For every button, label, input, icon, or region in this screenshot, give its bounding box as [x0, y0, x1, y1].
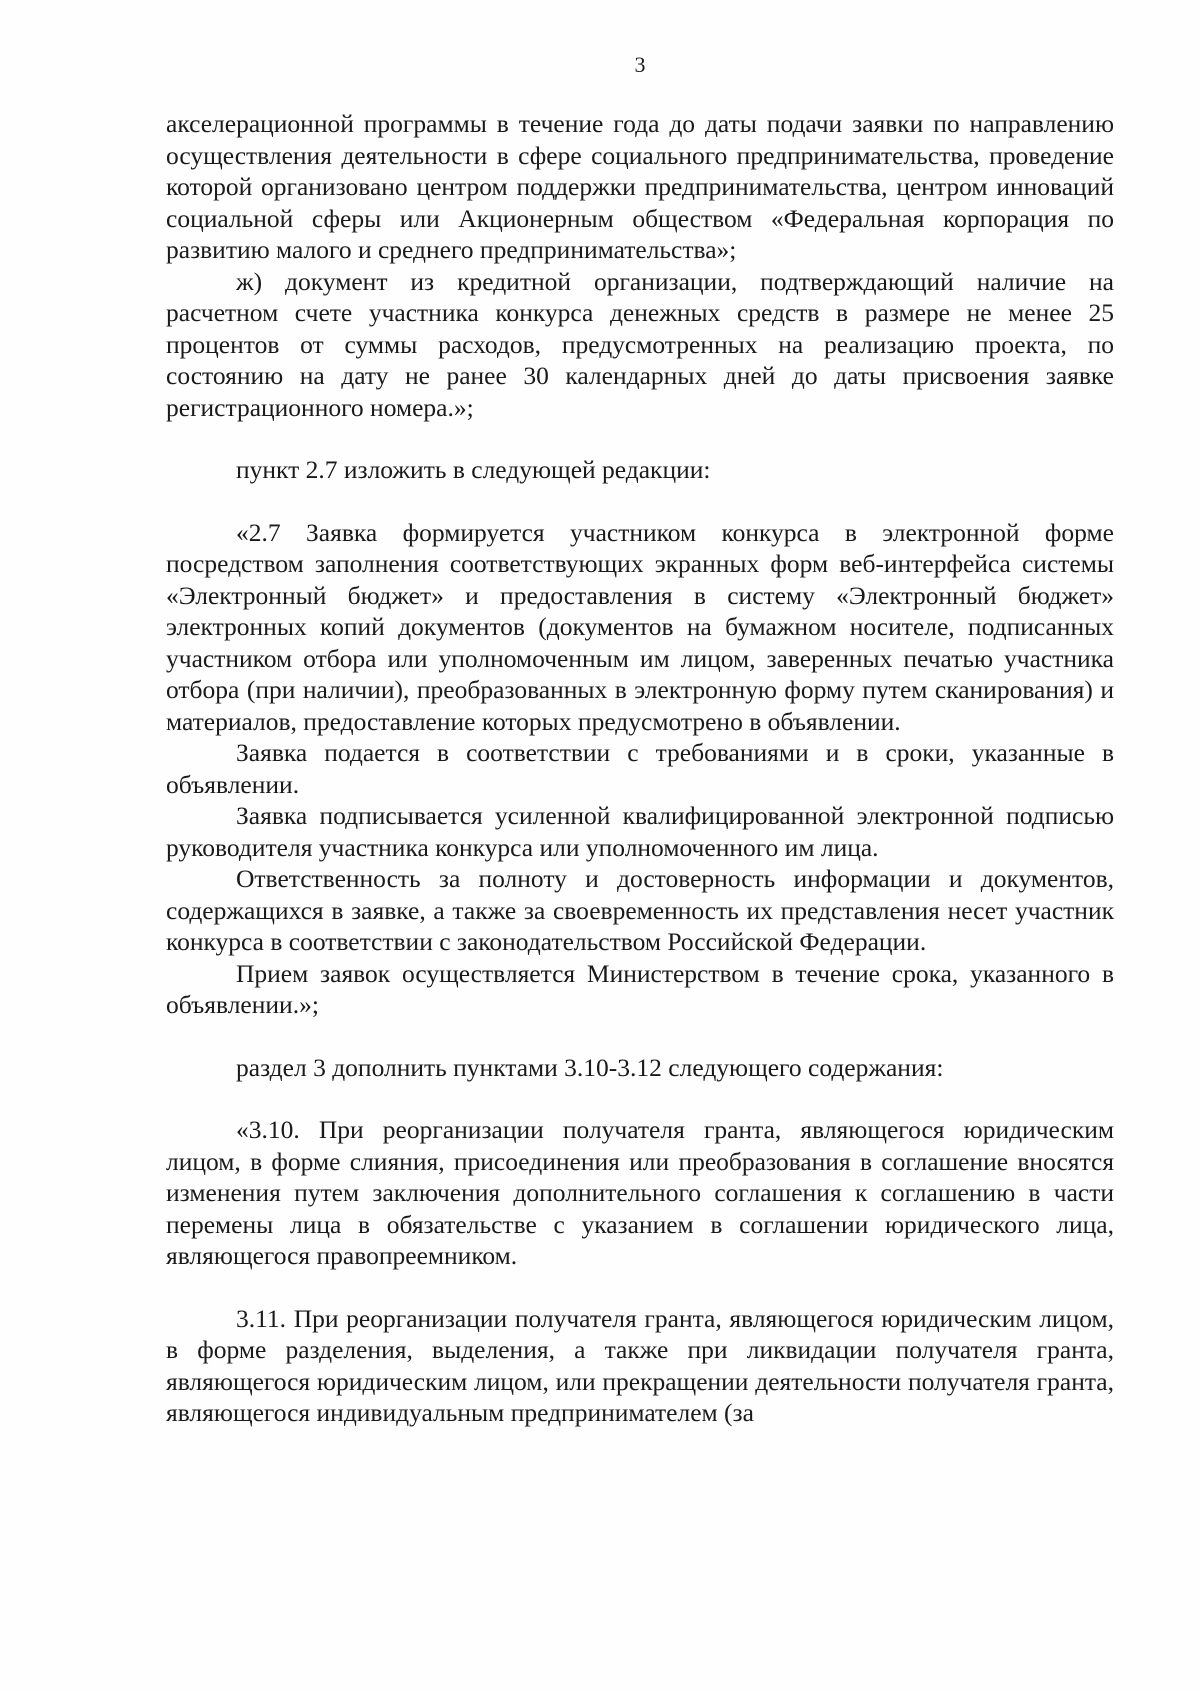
- paragraph-clause-2-7-intro: пункт 2.7 изложить в следующей редакции:: [236, 455, 711, 484]
- paragraph-application-signature: Заявка подписывается усиленной квалифицированной электронной подписью руководителя участника конкурса или уполномоченного им лица.: [166, 801, 1114, 862]
- paragraph-responsibility: Ответственность за полноту и достоверность информации и документов, содержащихся в заявке, а также за своевременность их представления несет участник конкурса в соответствии с законодательством Российской Федерации.: [166, 864, 1114, 956]
- paragraph-application-submission: Заявка подается в соответствии с требованиями и в сроки, указанные в объявлении.: [166, 738, 1114, 799]
- paragraph-section-3-intro: раздел 3 дополнить пунктами 3.10-3.12 следующего содержания:: [236, 1052, 944, 1082]
- paragraph-bank-document: ж) документ из кредитной организации, подтверждающий наличие на расчетном счете участника конкурса денежных средств в размере не менее 25 процентов от суммы расходов, предусмотренных на реализацию проекта, по состоянию на дату не ранее 30 календарных дней до даты присвоения заявке регистрационного номера.»;: [166, 266, 1114, 422]
- document-body: [166, 108, 1114, 1429]
- page-number: 3: [634, 52, 646, 77]
- paragraph-clause-3-11: 3.11. При реорганизации получателя гранта, являющегося юридическим лицом, в форме разделения, выделения, а также при ликвидации получателя гранта, являющегося юридическим лицом, или прекращении деятельности получателя гранта, являющегося индивидуальным предпринимателем (за: [166, 1303, 1114, 1427]
- paragraph-acceptance: Прием заявок осуществляется Министерством в течение срока, указанного в объявлении.»;: [166, 958, 1114, 1019]
- paragraph-clause-3-10: «3.10. При реорганизации получателя гранта, являющегося юридическим лицом, в форме слияния, присоединения или преобразования в соглашение вносятся изменения путем заключения дополнительного соглашения к соглашению в части перемены лица в обязательстве с указанием в соглашении юридического лица, являющегося правопреемником.: [166, 1115, 1114, 1270]
- paragraph-clause-2-7: «2.7 Заявка формируется участником конкурса в электронной форме посредством заполнения соответствующих экранных форм веб-интерфейса системы «Электронный бюджет» и предоставления в систему «Электронный бюджет» электронных копий документов (документов на бумажном носителе, подписанных участником отбора или уполномоченным им лицом, заверенных печатью участника отбора (при наличии), преобразованных в электронную форму путем сканирования) и материалов, предоставление которых предусмотрено в объявлении.: [166, 517, 1114, 736]
- paragraph-accelerator-program: акселерационной программы в течение года до даты подачи заявки по направлению осуществления деятельности в сфере социального предпринимательства, проведение которой организовано центром поддержки предпринимательства, центром инноваций социальной сферы или Акционерным обществом «Федеральная корпорация по развитию малого и среднего предпринимательства»;: [166, 109, 1114, 264]
